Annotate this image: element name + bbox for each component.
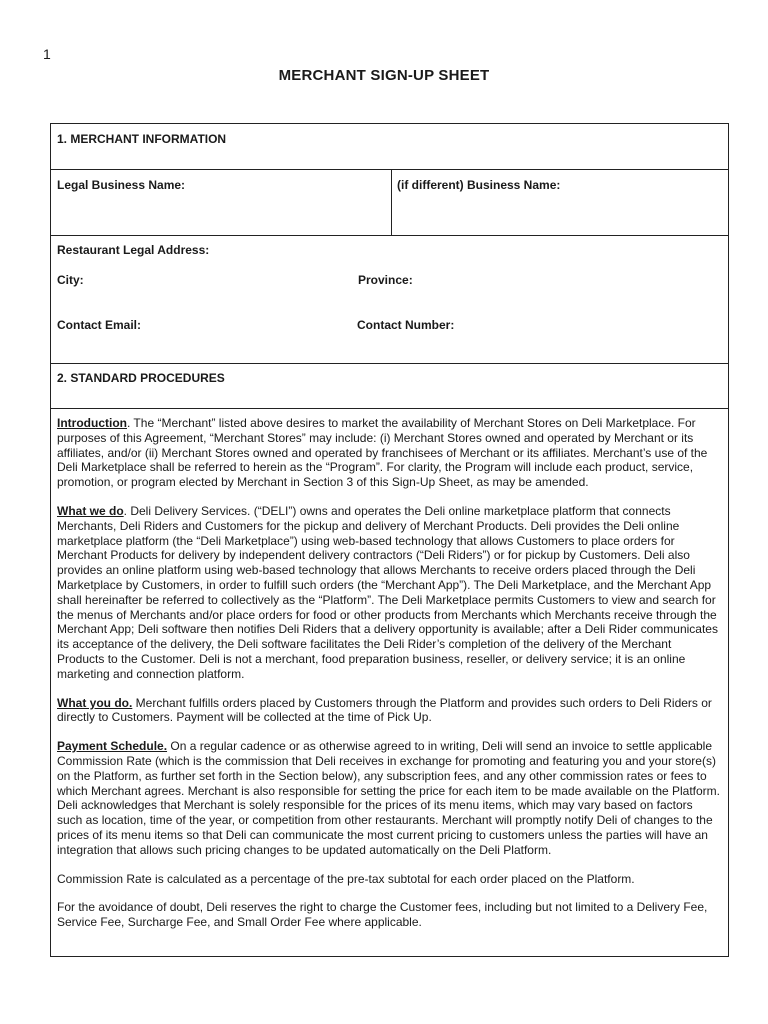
business-name-field[interactable]: (if different) Business Name: [397,178,561,192]
paragraph-heading: What we do [57,503,124,518]
section2-header-row [51,364,728,409]
paragraph-text: . Deli Delivery Services. (“DELI”) owns and operates the Deli online marketplace platform that connects Merchants, Deli Riders and Customers for the pickup and delivery of Merchant Products. Deli provides the Deli online marketplace platform (the “Deli Marketplace”) using web-based technology that allows Customers to place orders for Merchant Products for delivery by independent delivery contractors (“Deli Riders”) or for pickup by Customers. Deli also provides an online platform using web-based technology that allows Merchants to receive orders placed through the Deli Marketplace by Customers, in order to fulfill such orders (the “Merchant App”). The Deli Marketplace, and the Merchant App shall hereinafter be referred to collectively as the “Platform”. The Deli Marketplace permits Customers to view and search for the menus of Merchants and/or place orders for food or other products from Merchants which Merchants receive through the Merchant App; Deli software then notifies Deli Riders that a delivery opportunity is available; after a Deli Rider communicates its acceptance of the delivery, the Deli software facilitates the Deli Rider’s completion of the delivery of the Merchant Products to the Customer. Deli is not a merchant, food preparation business, reseller, or delivery service; it is an online marketing and connection platform. [57,503,718,681]
standard-procedures-text [57,416,721,944]
paragraph-commission-rate [57,872,721,887]
section1-header-row [51,124,728,170]
section1-heading: 1. MERCHANT INFORMATION [57,132,227,146]
column-divider [391,170,392,235]
legal-business-name-field[interactable]: Legal Business Name: [57,178,186,192]
business-name-row [51,170,728,236]
page-number: 1 [43,46,51,62]
restaurant-legal-address-field[interactable]: Restaurant Legal Address: [57,243,210,257]
paragraph-text: Commission Rate is calculated as a percentage of the pre-tax subtotal for each order placed on the Platform. [57,871,635,886]
paragraph-heading: Payment Schedule. [57,739,168,754]
address-row [51,236,728,364]
paragraph-payment-schedule [57,739,721,857]
merchant-form [50,123,729,957]
paragraph-heading: Introduction [57,416,127,430]
paragraph-customer-fees [57,900,721,930]
contact-email-field[interactable]: Contact Email: [57,318,142,332]
paragraph-what-we-do [57,504,721,682]
paragraph-what-you-do [57,696,721,726]
document-title: MERCHANT SIGN-UP SHEET [278,67,490,84]
paragraph-text: Merchant fulfills orders placed by Customers through the Platform and provides such orders to Deli Riders or directly to Customers. Payment will be collected at the time of Pick Up. [57,695,712,725]
paragraph-heading: What you do. [57,695,133,710]
paragraph-text: . The “Merchant” listed above desires to market the availability of Merchant Stores on Deli Marketplace. For purposes of this Agreement, “Merchant Stores” may include: (i) Merchant Stores owned and operated by Merchant or its affiliates, and/or (ii) Merchant Stores owned and operated by franchisees of Merchant or its affiliates. Merchant’s use of the Deli Marketplace shall be referred to herein as the “Program”. For clarity, the Program will include each product, service, promotion, or program elected by Merchant in Section 3 of this Sign-Up Sheet, as may be amended. [57,416,708,490]
paragraph-text: On a regular cadence or as otherwise agreed to in writing, Deli will send an invoice to settle applicable Commission Rate (which is the commission that Deli receives in exchange for promoting and featuring you and your store(s) on the Platform, as further set forth in the Section below), any subscription fees, and any other commission rates or fees to which Merchant agrees. Merchant is also responsible for setting the price for each item to be made available on the Platform. Deli acknowledges that Merchant is solely responsible for the prices of its menu items, which may vary based on factors such as location, time of the year, or competition from other restaurants. Merchant will promptly notify Deli of changes to the prices of its menu items so that Deli can communicate the most current pricing to customers unless the parties will have an integration that allows such pricing changes to be updated automatically on the Deli Platform. [57,739,721,857]
paragraph-introduction [57,416,721,490]
city-field[interactable]: City: [57,273,84,287]
contact-number-field[interactable]: Contact Number: [357,318,455,332]
province-field[interactable]: Province: [358,273,413,287]
paragraph-text: For the avoidance of doubt, Deli reserves the right to charge the Customer fees, including but not limited to a Delivery Fee, Service Fee, Surcharge Fee, and Small Order Fee where applicable. [57,900,708,930]
section2-heading: 2. STANDARD PROCEDURES [57,371,225,385]
